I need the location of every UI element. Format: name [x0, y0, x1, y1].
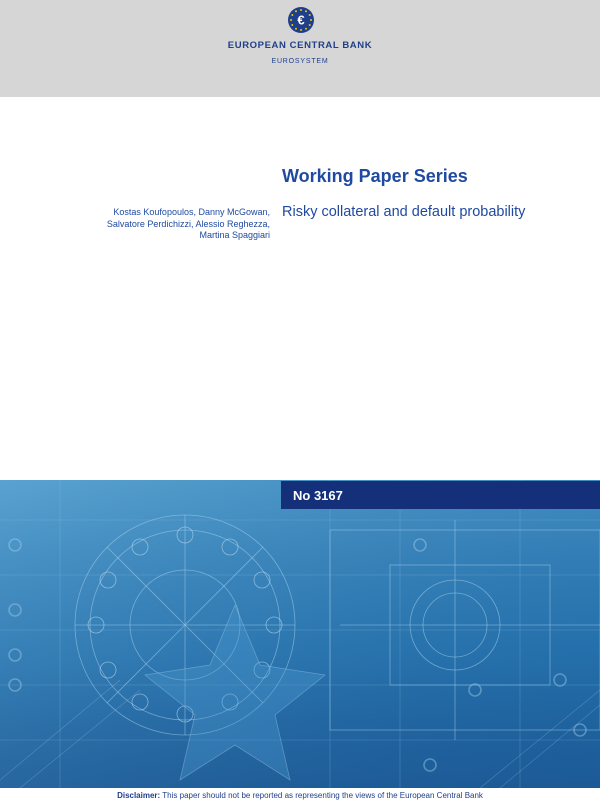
bank-name: EUROPEAN CENTRAL BANK	[227, 40, 373, 51]
author-line: Kostas Koufopoulos, Danny McGowan,	[113, 207, 270, 217]
disclaimer	[0, 791, 600, 800]
authors-list	[40, 207, 270, 242]
ecb-euro-logo-icon	[287, 6, 315, 34]
author-line: Martina Spaggiari	[199, 230, 270, 240]
working-paper-number: No 3167	[293, 488, 343, 503]
series-title: Working Paper Series	[282, 166, 468, 186]
eurosystem-label: EUROSYSTEM	[271, 58, 329, 65]
cover-artwork	[0, 480, 600, 788]
ecb-header	[0, 0, 600, 97]
paper-title: Risky collateral and default probability	[282, 204, 526, 220]
working-paper-number-box	[281, 481, 600, 509]
disclaimer-label: Disclaimer:	[117, 791, 161, 800]
disclaimer-text: This paper should not be reported as representing the views of the European Central Bank	[162, 791, 483, 800]
euro-symbol: €	[297, 12, 305, 28]
author-line: Salvatore Perdichizzi, Alessio Reghezza,	[106, 218, 270, 229]
banknote-pattern	[0, 480, 600, 788]
